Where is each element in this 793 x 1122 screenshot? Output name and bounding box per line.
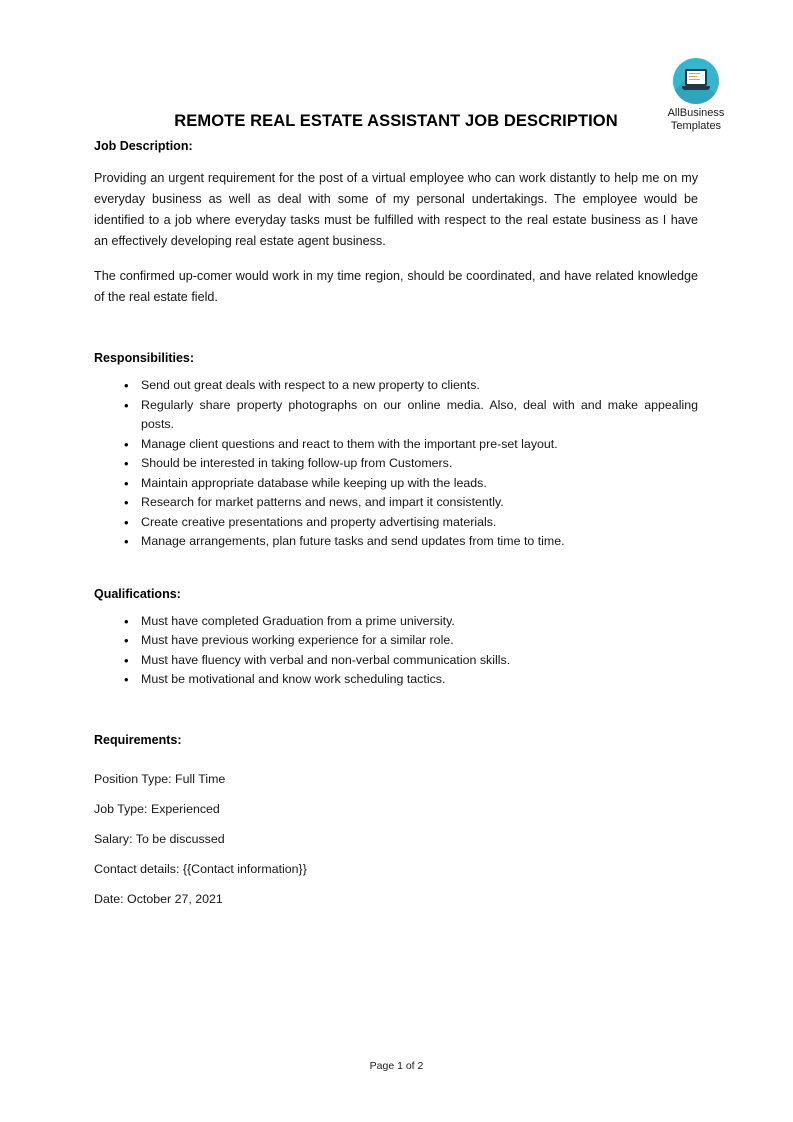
requirement-job-type: Job Type: Experienced xyxy=(94,801,220,816)
spacer xyxy=(94,818,698,830)
laptop-base xyxy=(682,86,710,90)
screen-line-3 xyxy=(689,79,700,80)
spacer-responsibilities-list xyxy=(94,366,698,376)
spacer-requirements-lines xyxy=(94,748,698,770)
laptop-icon xyxy=(673,58,719,104)
list-item: • Manage arrangements, plan future tasks and send updates from time to time. xyxy=(94,532,698,552)
requirements-heading: Requirements: xyxy=(94,732,182,747)
responsibilities-list xyxy=(94,376,698,552)
requirement-salary: Salary: To be discussed xyxy=(94,831,225,846)
requirement-date: Date: October 27, 2021 xyxy=(94,891,223,906)
qualifications-heading: Qualifications: xyxy=(94,586,181,601)
job-description-paragraph-2: The confirmed up-comer would work in my time region, should be coordinated, and have related knowledge of the real estate field. xyxy=(94,269,698,304)
list-item: • Must have fluency with verbal and non-verbal communication skills. xyxy=(94,651,698,671)
list-item: • Must have previous working experience for a similar role. xyxy=(94,631,698,651)
list-item: • Send out great deals with respect to a new property to clients. xyxy=(94,376,698,396)
responsibilities-heading: Responsibilities: xyxy=(94,351,195,365)
requirement-contact-details: Contact details: {{Contact information}} xyxy=(94,861,307,876)
logo-text-line-2: Templates xyxy=(670,120,722,132)
list-item: • Maintain appropriate database while keeping up with the leads. xyxy=(94,474,698,494)
qualifications-list xyxy=(94,612,698,690)
page-footer: Page 1 of 2 xyxy=(369,1060,424,1072)
screen-line-2 xyxy=(689,76,697,77)
laptop-screen xyxy=(687,71,705,84)
document-content xyxy=(94,138,698,908)
spacer-qualifications-list xyxy=(94,602,698,612)
spacer xyxy=(94,878,698,890)
list-item: • Research for market patterns and news, and impart it consistently. xyxy=(94,493,698,513)
laptop-lid xyxy=(685,69,707,86)
spacer xyxy=(94,848,698,860)
spacer-before-responsibilities xyxy=(94,308,698,350)
list-item: • Must be motivational and know work scheduling tactics. xyxy=(94,670,698,690)
list-item: • Create creative presentations and property advertising materials. xyxy=(94,513,698,533)
list-item: • Manage client questions and react to them with the important pre-set layout. xyxy=(94,435,698,455)
list-item: • Must have completed Graduation from a prime university. xyxy=(94,612,698,632)
spacer-before-requirements xyxy=(94,690,698,732)
spacer xyxy=(94,788,698,800)
job-description-heading: Job Description: xyxy=(94,139,193,153)
list-item: • Should be interested in taking follow-up from Customers. xyxy=(94,454,698,474)
laptop-glyph xyxy=(682,69,710,93)
spacer-before-qualifications xyxy=(94,552,698,586)
list-item: • Regularly share property photographs on our online media. Also, deal with and make appealing posts. xyxy=(94,396,698,435)
requirement-position-type: Position Type: Full Time xyxy=(94,771,226,786)
logo-text-line-1: AllBusiness xyxy=(667,107,725,119)
job-description-paragraph-1: Providing an urgent requirement for the post of a virtual employee who can work distantly to help me on my everyday business as well as deal with some of my personal undertakings. The employee would be identified to a job where everyday tasks must be fulfilled with respect to the real estate business as I have an effectively developing real estate agent business. xyxy=(94,171,698,248)
screen-line-1 xyxy=(689,73,700,74)
page-title: REMOTE REAL ESTATE ASSISTANT JOB DESCRIPTION xyxy=(174,112,618,130)
